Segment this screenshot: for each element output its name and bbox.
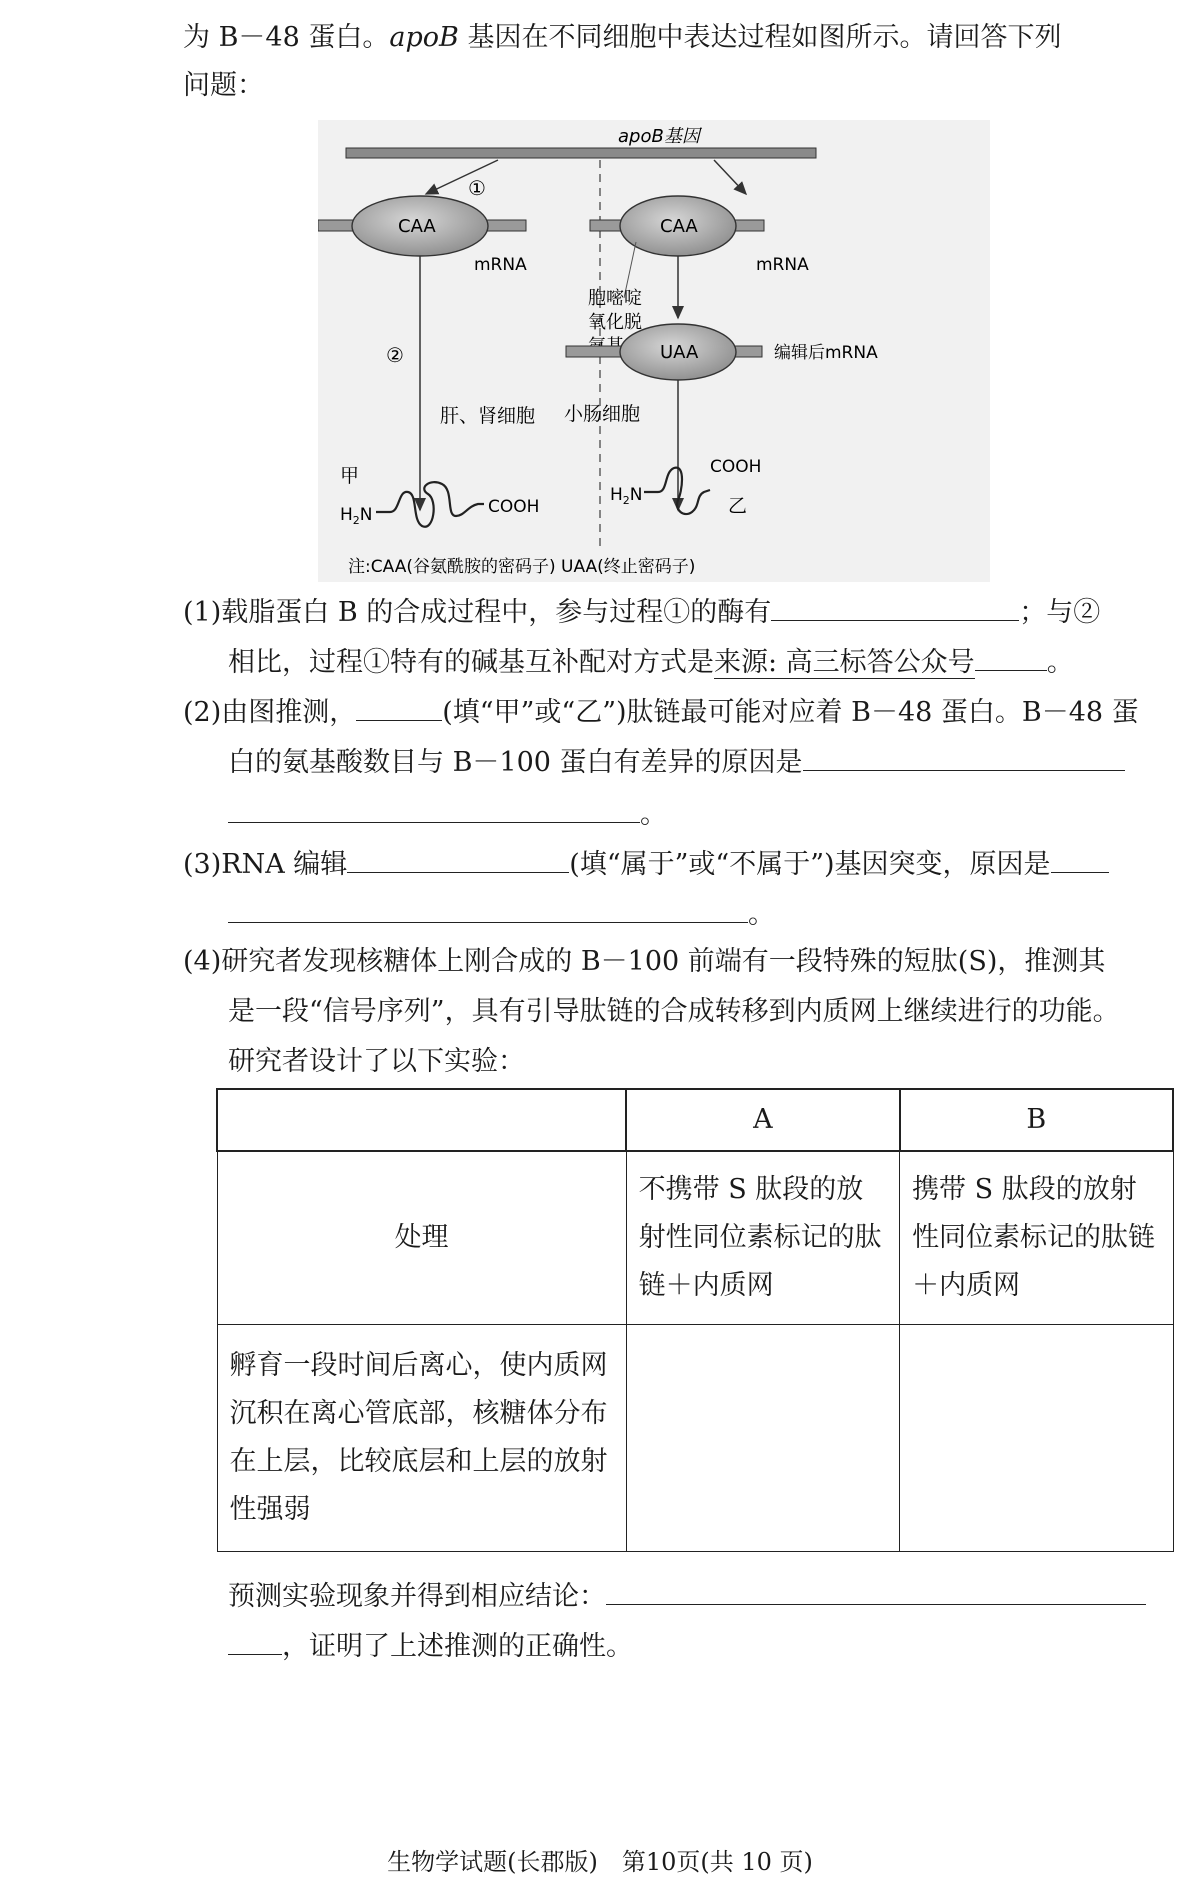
q1-line-2 xyxy=(228,640,1074,683)
right-cooh: COOH xyxy=(710,457,762,477)
table-header-empty xyxy=(217,1089,626,1151)
edited-mrna-label: 编辑后mRNA xyxy=(774,343,878,363)
gene-label: apoB基因 xyxy=(618,126,700,147)
q2-answer-blank-2[interactable] xyxy=(803,740,1125,771)
q3-answer-blank-1[interactable] xyxy=(347,842,569,873)
experiment-table xyxy=(216,1088,1174,1552)
predict-line-2 xyxy=(228,1624,633,1667)
q2-text-b: (填“甲”或“乙”)肽链最可能对应着 B－48 蛋白。B－48 蛋 xyxy=(442,697,1139,728)
q4-line-2: 是一段“信号序列”，具有引导肽链的合成转移到内质网上继续进行的功能。 xyxy=(228,996,1120,1027)
q2-line-1 xyxy=(183,690,1139,733)
deamination-line-1: 胞嘧啶 xyxy=(588,288,642,309)
q3-line-2 xyxy=(228,892,775,935)
result-a-cell[interactable] xyxy=(626,1325,899,1552)
liver-kidney-label: 肝、肾细胞 xyxy=(440,405,536,427)
right-caa-label: CAA xyxy=(660,216,698,237)
table-header-b: B xyxy=(900,1089,1173,1151)
q1-text-c: 相比，过程①特有的碱基互补配对方式是 xyxy=(228,647,714,678)
treatment-b: 携带 S 肽段的放射性同位素标记的肽链＋内质网 xyxy=(900,1151,1173,1325)
q3-answer-blank-3[interactable] xyxy=(228,892,748,923)
gene-expression-figure xyxy=(318,120,990,582)
table-row-procedure xyxy=(217,1325,1173,1552)
q2-text-c: 白的氨基酸数目与 B－100 蛋白有差异的原因是 xyxy=(228,747,803,778)
q2-end: 。 xyxy=(640,799,667,830)
predict-answer-blank-2[interactable] xyxy=(228,1624,282,1655)
q4-line-1: (4)研究者发现核糖体上刚合成的 B－100 前端有一段特殊的短肽(S)，推测其 xyxy=(183,946,1106,977)
table-header-row xyxy=(217,1089,1173,1151)
page-footer: 生物学试题(长郡版) 第10页(共 10 页) xyxy=(387,1848,813,1876)
arrow-transcription-right xyxy=(714,160,746,194)
treatment-label: 处理 xyxy=(217,1151,626,1325)
predict-line-1 xyxy=(228,1574,1146,1617)
step-2-label: ② xyxy=(386,343,404,367)
left-h2n: $H_2N$ xyxy=(340,505,373,527)
arrow-transcription-left xyxy=(426,160,498,194)
q2-text-a: (2)由图推测， xyxy=(183,697,357,728)
q2-line-2 xyxy=(228,740,1125,783)
procedure-label: 孵育一段时间后离心，使内质网沉积在离心管底部，核糖体分布在上层，比较底层和上层的放射性强弱 xyxy=(217,1325,626,1552)
treatment-a: 不携带 S 肽段的放射性同位素标记的肽链＋内质网 xyxy=(626,1151,899,1325)
q1-answer-blank-2[interactable]: 来源: 高三标答公众号 xyxy=(714,647,975,678)
left-mrna-label: mRNA xyxy=(474,255,527,275)
q1-answer-blank-1[interactable] xyxy=(771,590,1019,621)
q1-answer-blank-2-tail[interactable] xyxy=(975,640,1047,671)
result-b-cell[interactable] xyxy=(900,1325,1173,1552)
right-h2n: $H_2N$ xyxy=(610,485,643,507)
left-cooh: COOH xyxy=(488,497,540,517)
peptide-jia xyxy=(376,482,484,527)
q2-answer-blank-3[interactable] xyxy=(228,792,640,823)
intestine-label: 小肠细胞 xyxy=(564,403,641,425)
intro-text-a: 为 B－48 蛋白。 xyxy=(183,22,390,53)
figure-note: 注:CAA(谷氨酰胺的密码子) UAA(终止密码子) xyxy=(348,557,696,577)
label-yi: 乙 xyxy=(728,495,748,517)
q3-end: 。 xyxy=(748,899,775,930)
q3-line-1 xyxy=(183,842,1109,885)
predict-text: 预测实验现象并得到相应结论： xyxy=(228,1581,606,1612)
peptide-yi xyxy=(644,468,710,514)
conclusion-text: ，证明了上述推测的正确性。 xyxy=(282,1631,633,1662)
intro-line-2: 问题： xyxy=(183,70,264,101)
intro-text-b: 基因在不同细胞中表达过程如图所示。请回答下列 xyxy=(458,22,1062,53)
gene-bar xyxy=(346,148,816,158)
q1-text-a: (1)载脂蛋白 B 的合成过程中，参与过程①的酶有 xyxy=(183,597,772,628)
predict-answer-blank-1[interactable] xyxy=(606,1574,1146,1605)
left-caa-label: CAA xyxy=(398,216,436,237)
gene-name: apoB xyxy=(389,22,459,53)
q4-line-3: 研究者设计了以下实验： xyxy=(228,1046,525,1077)
table-header-a: A xyxy=(626,1089,899,1151)
q1-line-1 xyxy=(183,590,1100,633)
q3-text-b: (填“属于”或“不属于”)基因突变，原因是 xyxy=(569,849,1051,880)
q1-end: 。 xyxy=(1046,647,1074,678)
deamination-line-2: 氧化脱 xyxy=(588,312,642,333)
label-jia: 甲 xyxy=(340,465,360,487)
step-1-label: ① xyxy=(468,176,486,200)
q1-text-b: ；与② xyxy=(1019,597,1101,628)
intro-line-1 xyxy=(183,18,1061,58)
q2-answer-blank-1[interactable] xyxy=(356,690,442,721)
right-mrna-label: mRNA xyxy=(756,255,809,275)
q3-text-a: (3)RNA 编辑 xyxy=(183,849,348,880)
uaa-label: UAA xyxy=(660,342,699,363)
table-row-treatment xyxy=(217,1151,1173,1325)
q2-line-3 xyxy=(228,792,667,835)
q3-answer-blank-2[interactable] xyxy=(1051,842,1109,873)
